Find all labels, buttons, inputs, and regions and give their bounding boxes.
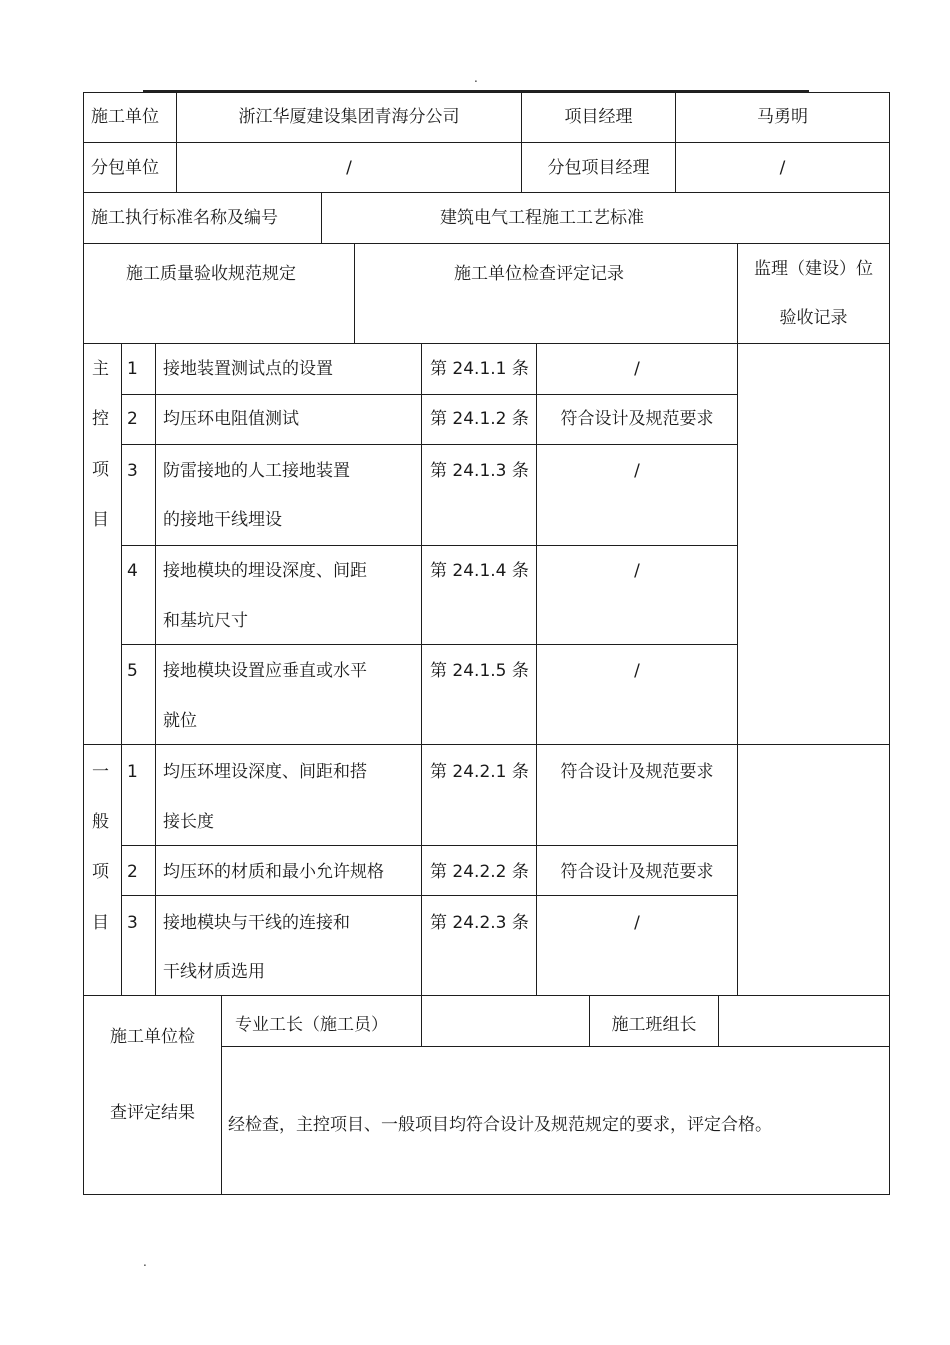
item-clause: 第 24.1.4 条 bbox=[430, 561, 529, 581]
item-description: 接地模块与干线的连接和 bbox=[163, 913, 350, 933]
spec-header: 施工质量验收规范规定 bbox=[126, 264, 296, 284]
item-description: 就位 bbox=[163, 711, 197, 731]
foreman-value[interactable] bbox=[430, 1015, 580, 1035]
item-clause: 第 24.2.1 条 bbox=[430, 762, 529, 782]
project-manager-label: 项目经理 bbox=[564, 107, 633, 127]
subcontract-manager-value: / bbox=[779, 158, 786, 178]
item-number: 5 bbox=[127, 661, 138, 681]
supervision-header-line1: 监理（建设）位 bbox=[754, 259, 873, 279]
standard-value: 建筑电气工程施工工艺标准 bbox=[440, 208, 644, 228]
grid-line bbox=[83, 744, 890, 745]
grid-line bbox=[83, 192, 890, 193]
grid-line bbox=[83, 243, 890, 244]
item-number: 4 bbox=[127, 561, 138, 581]
subcontract-unit-label: 分包单位 bbox=[91, 158, 159, 178]
item-number: 1 bbox=[127, 359, 138, 379]
project-manager-value: 马勇明 bbox=[757, 107, 808, 127]
grid-line bbox=[121, 895, 738, 896]
main-group-char: 项 bbox=[92, 460, 109, 480]
check-record-header: 施工单位检查评定记录 bbox=[454, 264, 624, 284]
construction-unit-label: 施工单位 bbox=[91, 107, 159, 127]
result-label-line2: 查评定结果 bbox=[110, 1103, 195, 1123]
grid-line bbox=[421, 343, 422, 996]
item-number: 2 bbox=[127, 409, 138, 429]
subcontract-manager-label: 分包项目经理 bbox=[547, 158, 650, 178]
item-number: 2 bbox=[127, 862, 138, 882]
grid-line bbox=[421, 995, 422, 1047]
item-result: 符合设计及规范要求 bbox=[560, 862, 714, 882]
item-description: 均压环的材质和最小允许规格 bbox=[163, 862, 384, 882]
item-description: 接地装置测试点的设置 bbox=[163, 359, 333, 379]
item-description: 的接地干线埋设 bbox=[163, 510, 282, 530]
team-leader-value[interactable] bbox=[727, 1015, 877, 1035]
item-clause: 第 24.1.2 条 bbox=[430, 409, 529, 429]
team-leader-label: 施工班组长 bbox=[611, 1015, 697, 1035]
item-number: 3 bbox=[127, 461, 138, 481]
item-result: 符合设计及规范要求 bbox=[560, 762, 714, 782]
grid-line bbox=[221, 1046, 890, 1047]
grid-line bbox=[737, 343, 738, 996]
item-result: / bbox=[634, 661, 640, 681]
grid-line bbox=[889, 92, 890, 1195]
general-group-char: 一 bbox=[92, 762, 109, 782]
item-description: 和基坑尺寸 bbox=[163, 611, 248, 631]
grid-line bbox=[121, 444, 738, 445]
grid-line bbox=[221, 995, 222, 1195]
general-group-char: 般 bbox=[92, 812, 109, 832]
grid-line bbox=[83, 995, 890, 996]
item-result: / bbox=[634, 461, 640, 481]
item-clause: 第 24.1.1 条 bbox=[430, 359, 529, 379]
item-description: 接长度 bbox=[163, 812, 214, 832]
item-description: 防雷接地的人工接地装置 bbox=[163, 461, 350, 481]
grid-line bbox=[718, 995, 719, 1047]
grid-line bbox=[121, 545, 738, 546]
item-description: 均压环埋设深度、间距和搭 bbox=[163, 762, 367, 782]
grid-line bbox=[83, 142, 890, 143]
item-result: 符合设计及规范要求 bbox=[560, 409, 714, 429]
item-clause: 第 24.2.3 条 bbox=[430, 913, 529, 933]
item-result: / bbox=[634, 913, 640, 933]
main-group-char: 控 bbox=[92, 409, 109, 429]
general-group-char: 项 bbox=[92, 862, 109, 882]
grid-line bbox=[121, 845, 738, 846]
item-clause: 第 24.1.5 条 bbox=[430, 661, 529, 681]
item-clause: 第 24.2.2 条 bbox=[430, 862, 529, 882]
top-dot: . bbox=[474, 71, 478, 85]
item-description: 接地模块的埋设深度、间距 bbox=[163, 561, 367, 581]
conclusion-text: 经检查，主控项目、一般项目均符合设计及规范规定的要求，评定合格。 bbox=[228, 1115, 772, 1135]
item-clause: 第 24.1.3 条 bbox=[430, 461, 529, 481]
item-result: / bbox=[634, 359, 640, 379]
foreman-label: 专业工长（施工员） bbox=[235, 1015, 388, 1035]
main-group-char: 主 bbox=[92, 359, 109, 379]
grid-line bbox=[83, 92, 890, 93]
item-description: 均压环电阻值测试 bbox=[163, 409, 299, 429]
general-group-char: 目 bbox=[92, 913, 109, 933]
item-description: 接地模块设置应垂直或水平 bbox=[163, 661, 367, 681]
grid-line bbox=[121, 343, 122, 996]
grid-line bbox=[155, 343, 156, 996]
grid-line bbox=[121, 644, 738, 645]
item-number: 3 bbox=[127, 913, 138, 933]
bottom-dot: . bbox=[143, 1255, 147, 1269]
item-number: 1 bbox=[127, 762, 138, 782]
construction-unit-value: 浙江华厦建设集团青海分公司 bbox=[238, 107, 460, 127]
item-description: 干线材质选用 bbox=[163, 962, 265, 982]
main-group-char: 目 bbox=[92, 510, 109, 530]
standard-label: 施工执行标准名称及编号 bbox=[91, 208, 278, 228]
grid-line bbox=[354, 243, 355, 344]
subcontract-unit-value: / bbox=[346, 158, 352, 178]
result-label-line1: 施工单位检 bbox=[110, 1027, 195, 1047]
item-result: / bbox=[634, 561, 640, 581]
grid-line bbox=[83, 343, 890, 344]
grid-line bbox=[83, 1194, 890, 1195]
grid-line bbox=[121, 394, 738, 395]
supervision-header-line2: 验收记录 bbox=[779, 308, 848, 328]
